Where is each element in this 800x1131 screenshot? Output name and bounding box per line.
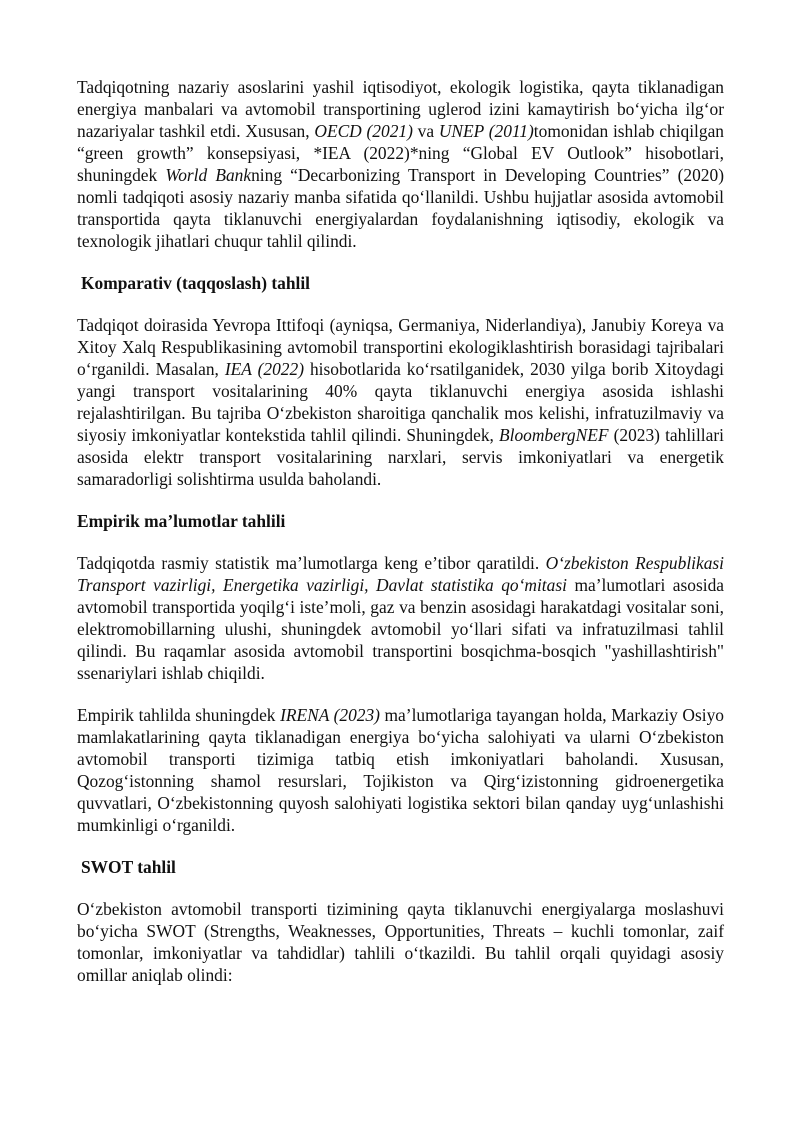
paragraph-comparative bbox=[77, 314, 724, 490]
text-run: Tadqiqot doirasida Yevropa Ittifoqi (ayniqsa, Germaniya, Niderlandiya), Janubiy Koreya va Xitoy Xalq Respublikasining avtomobil transportini ekologiklashtirish borasidagi tajribalari o‘rganildi. Masalan, bbox=[77, 315, 724, 379]
citation-world-bank: World Bank bbox=[165, 165, 252, 185]
text-run: ma’lumotlariga tayangan holda, Markaziy Osiyo mamlakatlarining qayta tiklanadigan energiya bo‘yicha salohiyati va ularni O‘zbekiston avtomobil transporti tizimiga tatbiq etish imkoniyatlari baholandi. Xususan, Qozog‘istonning shamol resurslari, Tojikiston va Qirg‘izistonning gidroenergetika quvvatlari, O‘zbekistonning quyosh salohiyati logistika sektori bilan qanday uyg‘unlashishi mumkinligi o‘rganildi. bbox=[77, 705, 724, 835]
paragraph-empirical-2 bbox=[77, 704, 724, 836]
paragraph-theoretical-basis bbox=[77, 76, 724, 252]
text-run: (2023) tahlillari asosida elektr transport vositalarining narxlari, servis imkoniyatlari va energetik samaradorligi solishtirma usulda baholandi. bbox=[77, 425, 724, 489]
citation-oecd: OECD (2021) bbox=[314, 121, 413, 141]
citation-iea: IEA (2022) bbox=[224, 359, 304, 379]
text-run: Tadqiqotning nazariy asoslarini yashil iqtisodiyot, ekologik logistika, qayta tiklanadigan energiya manbalari va avtomobil transportining uglerod izini kamaytirish bo‘yicha ilg‘or nazariyalar tashkil etdi. Xususan, bbox=[77, 77, 724, 141]
citation-unep: UNEP (2011) bbox=[438, 121, 534, 141]
paragraph-empirical-1 bbox=[77, 552, 724, 684]
citation-ministries: O‘zbekiston Respublikasi Transport vazirligi, Energetika vazirligi, Davlat statistika qo‘mitasi bbox=[77, 553, 724, 595]
paragraph-swot bbox=[77, 898, 724, 986]
text-run: va bbox=[412, 121, 439, 141]
text-run: O‘zbekiston avtomobil transporti tizimining qayta tiklanuvchi energiyalarga moslashuvi bo‘yicha SWOT (Strengths, Weaknesses, Opportunities, Threats – kuchli tomonlar, zaif tomonlar, imkoniyatlar va tahdidlar) tahlili o‘tkazildi. Bu tahlil orqali quyidagi asosiy omillar aniqlab olindi: bbox=[77, 899, 724, 985]
text-run: hisobotlarida ko‘rsatilganidek, 2030 yilga borib Xitoydagi yangi transport vositalarining 40% qayta tiklanuvchi energiya asosida ishlashi rejalashtirilgan. Bu tajriba O‘zbekiston sharoitiga qanchalik mos kelishi, infratuzilmaviy va siyosiy imkoniyatlar kontekstida tahlil qilindi. Shuningdek, bbox=[77, 359, 724, 445]
text-run: ning “Decarbonizing Transport in Developing Countries” (2020) nomli tadqiqoti asosiy nazariy manba sifatida qo‘llanildi. Ushbu hujjatlar asosida avtomobil transportida qayta tiklanuvchi energiyalardan foydalanishning iqtisodiy, ekologik va texnologik jihatlari chuqur tahlil qilindi. bbox=[77, 165, 724, 251]
citation-irena: IRENA (2023) bbox=[280, 705, 380, 725]
text-run: Tadqiqotda rasmiy statistik ma’lumotlarga keng e’tibor qaratildi. bbox=[77, 553, 546, 573]
heading-empirical-data: Empirik ma’lumotlar tahlili bbox=[77, 511, 286, 531]
heading-swot: SWOT tahlil bbox=[81, 857, 176, 877]
heading-comparative-analysis: Komparativ (taqqoslash) tahlil bbox=[81, 273, 310, 293]
text-run: ma’lumotlari asosida avtomobil transportida yoqilg‘i iste’moli, gaz va benzin asosidagi harakatdagi vositalar soni, elektromobillarning ulushi, shuningdek avtomobil yo‘llari sifati va infratuzilmasi tahlil qilindi. Bu raqamlar asosida avtomobil transportini bosqichma-bosqich "yashillashtirish" ssenariylari ishlab chiqildi. bbox=[77, 575, 725, 683]
text-run: tomonidan ishlab chiqilgan “green growth” konsepsiyasi, *IEA (2022)*ning “Global EV Outlook” hisobotlari, shuningdek bbox=[77, 121, 724, 185]
citation-bloombergnef: BloombergNEF bbox=[498, 425, 609, 445]
text-run: Empirik tahlilda shuningdek bbox=[77, 705, 281, 725]
